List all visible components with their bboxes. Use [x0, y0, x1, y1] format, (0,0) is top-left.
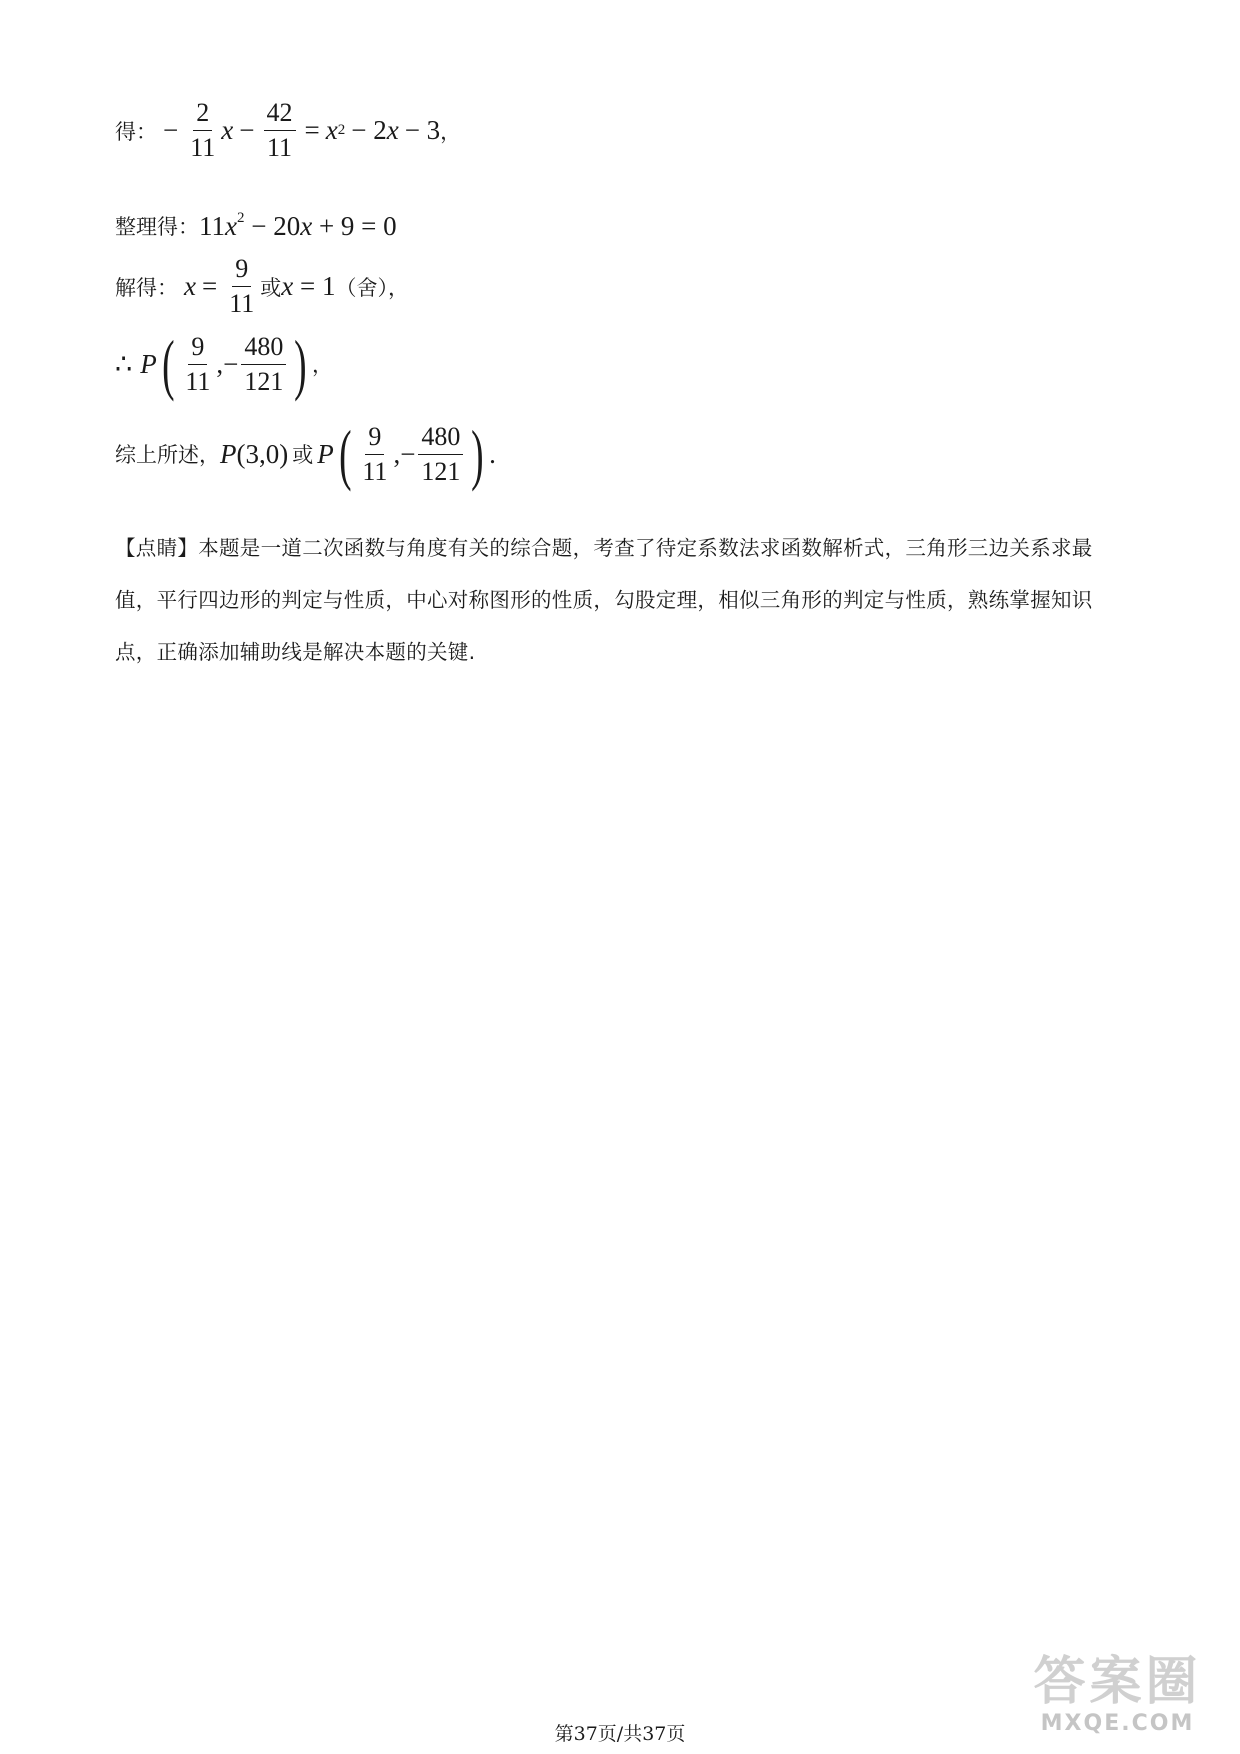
- label: 综上所述，: [115, 443, 220, 467]
- fraction: $\frac{480}{121}$: [418, 424, 463, 485]
- fraction: $\frac{480}{121}$: [241, 334, 286, 395]
- watermark-text: 答案圈: [1033, 1652, 1202, 1712]
- math-expression: − $\frac{2}{11}$ x − $\frac{42}{11}$ = x 2 − 2 x − 3: [163, 98, 441, 162]
- comment-tag: 【点睛】: [115, 536, 199, 560]
- watermark-logo: [1015, 1653, 1220, 1748]
- equation-line-4: ∴ P ( $\frac{9}{11}$ ,− $\frac{480}{121}$ ) ，: [115, 326, 334, 402]
- equation-line-2: [115, 210, 397, 242]
- math-expression: P (3,0): [220, 438, 289, 469]
- label: 得：: [115, 119, 157, 144]
- fraction: $\frac{9}{11}$: [362, 421, 388, 486]
- math-expression: $11x^2 - 20x + 9 = 0$: [199, 210, 397, 241]
- math-expression: x = $\frac{9}{11}$: [178, 256, 260, 317]
- comment-text: 本题是一道二次函数与角度有关的综合题，考查了待定系数法求函数解析式，三角形三边关系求最值，平行四边形的判定与性质，中心对称图形的性质，勾股定理，相似三角形的判定与性质，熟练掌握知识点，正确添加辅助线是解决本题的关键.: [115, 536, 1093, 664]
- equation-line-3: 解得： x = $\frac{9}{11}$ 或 x = 1 （舍），: [115, 254, 409, 318]
- watermark-url: MXQE.COM: [1040, 1711, 1195, 1736]
- label: 解得：: [115, 275, 178, 300]
- equation-line-5: 综上所述， P (3,0) 或 P ( $\frac{9}{11}$ ,− $\frac{480}{121}$ ) .: [115, 416, 496, 492]
- fraction: $\frac{2}{11}$: [190, 98, 216, 162]
- fraction: $\frac{9}{11}$: [185, 331, 211, 396]
- equation-line-1: 得： − $\frac{2}{11}$ x − $\frac{42}{11}$ = x 2 − 2 x − 3 ，: [115, 98, 462, 162]
- math-expression: P ( $\frac{9}{11}$ ,− $\frac{480}{121}$ ): [140, 326, 307, 402]
- fraction: $\frac{9}{11}$: [229, 254, 255, 318]
- fraction: $\frac{42}{11}$: [264, 100, 296, 161]
- page-number: 第37页/共37页: [554, 1723, 686, 1745]
- comment-paragraph: [115, 522, 1125, 678]
- label: 整理得：: [115, 215, 199, 239]
- therefore-symbol: ∴: [115, 348, 133, 379]
- math-expression: P ( $\frac{9}{11}$ ,− $\frac{480}{121}$ ) .: [317, 416, 496, 492]
